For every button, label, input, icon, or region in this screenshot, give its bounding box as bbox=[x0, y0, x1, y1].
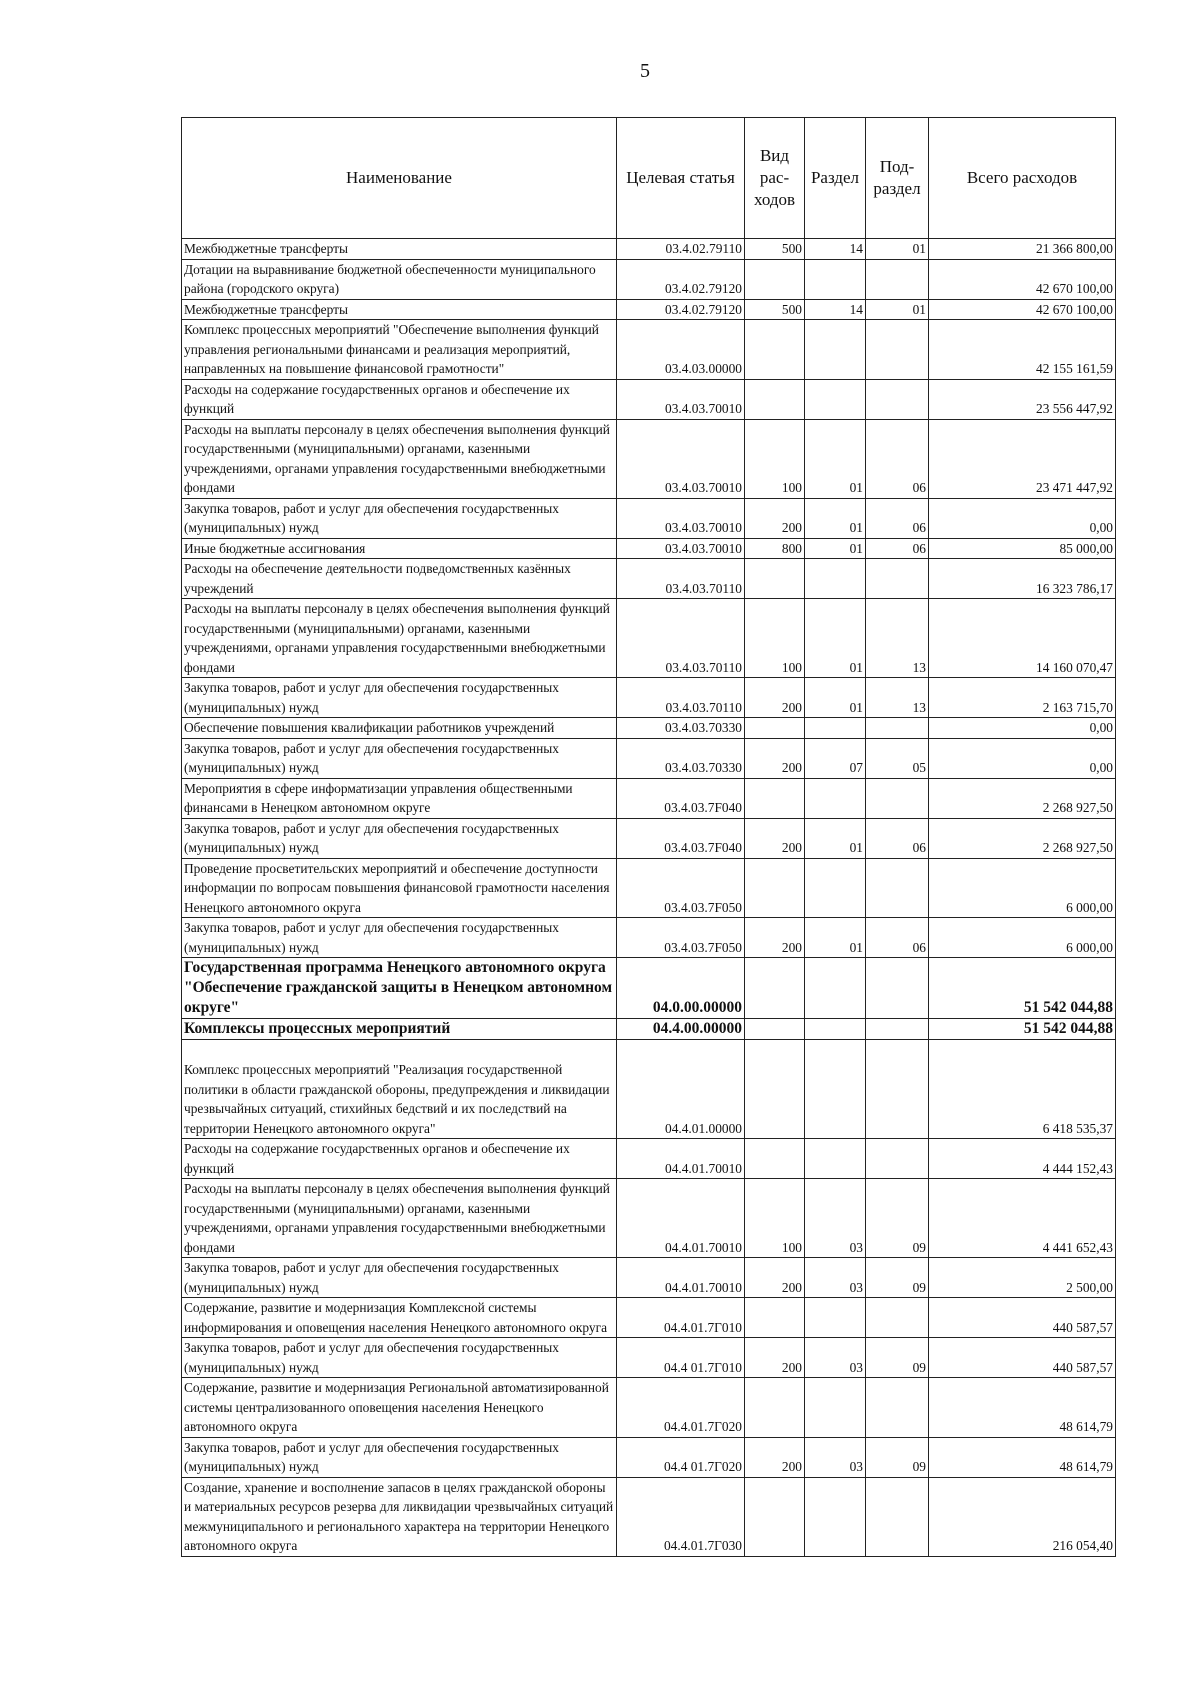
cell-name: Обеспечение повышения квалификации работников учреждений bbox=[182, 718, 617, 739]
cell-target-article: 04.4.01.70010 bbox=[617, 1139, 745, 1179]
table-row bbox=[182, 559, 1116, 599]
cell-section bbox=[805, 718, 866, 739]
cell-section bbox=[805, 778, 866, 818]
cell-total: 51 542 044,88 bbox=[929, 958, 1116, 1019]
cell-name: Межбюджетные трансферты bbox=[182, 239, 617, 260]
cell-section bbox=[805, 958, 866, 1019]
cell-subsection: 06 bbox=[866, 818, 929, 858]
table-row bbox=[182, 1477, 1116, 1556]
cell-subsection: 06 bbox=[866, 918, 929, 958]
cell-target-article: 03.4.02.79120 bbox=[617, 259, 745, 299]
cell-total: 48 614,79 bbox=[929, 1437, 1116, 1477]
table-row bbox=[182, 538, 1116, 559]
cell-total: 48 614,79 bbox=[929, 1378, 1116, 1438]
table-row bbox=[182, 419, 1116, 498]
header-expense-type: Вид рас- ходов bbox=[745, 118, 805, 239]
cell-expense-type bbox=[745, 559, 805, 599]
cell-target-article: 03.4.03.70110 bbox=[617, 559, 745, 599]
cell-name: Проведение просветительских мероприятий и обеспечение доступности информации по вопросам повышения финансовой грамотности населения Ненецкого автономного округа bbox=[182, 858, 617, 918]
table-row bbox=[182, 1437, 1116, 1477]
cell-section: 14 bbox=[805, 299, 866, 320]
cell-target-article: 03.4.03.70010 bbox=[617, 379, 745, 419]
cell-name: Дотации на выравнивание бюджетной обеспеченности муниципального района (городского округа) bbox=[182, 259, 617, 299]
cell-name: Расходы на выплаты персоналу в целях обеспечения выполнения функций государственными (муниципальными) органами, казенными учреждениями, органами управления государственными внебюджетными фондами bbox=[182, 599, 617, 678]
cell-section: 14 bbox=[805, 239, 866, 260]
table-row bbox=[182, 718, 1116, 739]
cell-section: 03 bbox=[805, 1338, 866, 1378]
cell-total: 2 163 715,70 bbox=[929, 678, 1116, 718]
table-row bbox=[182, 858, 1116, 918]
cell-expense-type: 100 bbox=[745, 419, 805, 498]
table-row bbox=[182, 818, 1116, 858]
cell-expense-type: 500 bbox=[745, 299, 805, 320]
cell-total: 0,00 bbox=[929, 738, 1116, 778]
cell-target-article: 03.4.03.7F050 bbox=[617, 858, 745, 918]
cell-total: 16 323 786,17 bbox=[929, 559, 1116, 599]
cell-subsection: 09 bbox=[866, 1258, 929, 1298]
cell-subsection bbox=[866, 379, 929, 419]
cell-subsection: 09 bbox=[866, 1179, 929, 1258]
cell-section: 07 bbox=[805, 738, 866, 778]
cell-name: Расходы на выплаты персоналу в целях обеспечения выполнения функций государственными (муниципальными) органами, казенными учреждениями, органами управления государственными внебюджетными фондами bbox=[182, 1179, 617, 1258]
table-row bbox=[182, 259, 1116, 299]
table-row bbox=[182, 1040, 1116, 1139]
cell-target-article: 04.4.01.70010 bbox=[617, 1179, 745, 1258]
cell-name: Расходы на обеспечение деятельности подведомственных казённых учреждений bbox=[182, 559, 617, 599]
cell-total: 2 268 927,50 bbox=[929, 818, 1116, 858]
cell-target-article: 04.4.01.00000 bbox=[617, 1040, 745, 1139]
table-header-row bbox=[182, 118, 1116, 239]
table-row bbox=[182, 1378, 1116, 1438]
table-row bbox=[182, 1258, 1116, 1298]
table-row bbox=[182, 498, 1116, 538]
cell-expense-type: 200 bbox=[745, 818, 805, 858]
cell-total: 0,00 bbox=[929, 718, 1116, 739]
cell-total: 42 670 100,00 bbox=[929, 299, 1116, 320]
cell-target-article: 04.0.00.00000 bbox=[617, 958, 745, 1019]
cell-expense-type bbox=[745, 1040, 805, 1139]
cell-section bbox=[805, 259, 866, 299]
cell-target-article: 04.4 01.7Г020 bbox=[617, 1437, 745, 1477]
cell-total: 21 366 800,00 bbox=[929, 239, 1116, 260]
cell-subsection: 09 bbox=[866, 1437, 929, 1477]
cell-expense-type bbox=[745, 1477, 805, 1556]
cell-subsection bbox=[866, 858, 929, 918]
cell-expense-type bbox=[745, 1139, 805, 1179]
cell-name: Закупка товаров, работ и услуг для обеспечения государственных (муниципальных) нужд bbox=[182, 498, 617, 538]
cell-total: 0,00 bbox=[929, 498, 1116, 538]
cell-name: Расходы на содержание государственных органов и обеспечение их функций bbox=[182, 379, 617, 419]
cell-expense-type: 200 bbox=[745, 1258, 805, 1298]
table-row bbox=[182, 1298, 1116, 1338]
cell-target-article: 03.4.02.79120 bbox=[617, 299, 745, 320]
cell-name: Расходы на выплаты персоналу в целях обеспечения выполнения функций государственными (муниципальными) органами, казенными учреждениями, органами управления государственными внебюджетными фондами bbox=[182, 419, 617, 498]
cell-name: Закупка товаров, работ и услуг для обеспечения государственных (муниципальных) нужд bbox=[182, 678, 617, 718]
cell-target-article: 03.4.03.70010 bbox=[617, 419, 745, 498]
cell-section: 01 bbox=[805, 599, 866, 678]
cell-subsection: 01 bbox=[866, 299, 929, 320]
cell-target-article: 04.4.01.7Г020 bbox=[617, 1378, 745, 1438]
cell-subsection bbox=[866, 958, 929, 1019]
table-row bbox=[182, 1338, 1116, 1378]
cell-target-article: 04.4.01.7Г010 bbox=[617, 1298, 745, 1338]
cell-name: Комплекс процессных мероприятий "Реализация государственной политики в области гражданской обороны, предупреждения и ликвидации чрезвычайных ситуаций, стихийных бедствий и их последствий на территории Ненецкого автономного округа" bbox=[182, 1040, 617, 1139]
cell-section bbox=[805, 1040, 866, 1139]
cell-expense-type: 200 bbox=[745, 678, 805, 718]
table-body bbox=[182, 239, 1116, 1557]
cell-subsection: 13 bbox=[866, 678, 929, 718]
cell-expense-type bbox=[745, 1298, 805, 1338]
cell-total: 216 054,40 bbox=[929, 1477, 1116, 1556]
cell-name: Комплексы процессных мероприятий bbox=[182, 1019, 617, 1040]
header-name: Наименование bbox=[182, 118, 617, 239]
cell-subsection bbox=[866, 778, 929, 818]
cell-name: Закупка товаров, работ и услуг для обеспечения государственных (муниципальных) нужд bbox=[182, 1338, 617, 1378]
page-number: 5 bbox=[640, 60, 650, 82]
table-row bbox=[182, 1179, 1116, 1258]
cell-subsection: 09 bbox=[866, 1338, 929, 1378]
cell-target-article: 03.4.03.70330 bbox=[617, 738, 745, 778]
cell-expense-type bbox=[745, 379, 805, 419]
cell-target-article: 03.4.03.7F050 bbox=[617, 918, 745, 958]
table-row bbox=[182, 320, 1116, 380]
cell-target-article: 03.4.03.7F040 bbox=[617, 778, 745, 818]
table-row bbox=[182, 778, 1116, 818]
cell-expense-type: 200 bbox=[745, 1437, 805, 1477]
cell-total: 2 500,00 bbox=[929, 1258, 1116, 1298]
cell-target-article: 03.4.03.00000 bbox=[617, 320, 745, 380]
table-row bbox=[182, 239, 1116, 260]
cell-section bbox=[805, 1139, 866, 1179]
cell-name: Закупка товаров, работ и услуг для обеспечения государственных (муниципальных) нужд bbox=[182, 738, 617, 778]
cell-name: Содержание, развитие и модернизация Комплексной системы информирования и оповещения населения Ненецкого автономного округа bbox=[182, 1298, 617, 1338]
cell-name: Расходы на содержание государственных органов и обеспечение их функций bbox=[182, 1139, 617, 1179]
cell-target-article: 04.4.01.70010 bbox=[617, 1258, 745, 1298]
cell-section: 01 bbox=[805, 818, 866, 858]
cell-total: 42 670 100,00 bbox=[929, 259, 1116, 299]
cell-section bbox=[805, 1477, 866, 1556]
cell-target-article: 04.4.01.7Г030 bbox=[617, 1477, 745, 1556]
cell-total: 42 155 161,59 bbox=[929, 320, 1116, 380]
budget-table bbox=[181, 117, 1116, 1557]
cell-expense-type: 200 bbox=[745, 1338, 805, 1378]
cell-target-article: 03.4.03.70010 bbox=[617, 538, 745, 559]
cell-subsection: 06 bbox=[866, 419, 929, 498]
cell-subsection bbox=[866, 718, 929, 739]
cell-section: 01 bbox=[805, 498, 866, 538]
cell-section bbox=[805, 559, 866, 599]
header-subsection: Под- раздел bbox=[866, 118, 929, 239]
cell-subsection bbox=[866, 1019, 929, 1040]
cell-total: 85 000,00 bbox=[929, 538, 1116, 559]
cell-target-article: 03.4.03.7F040 bbox=[617, 818, 745, 858]
cell-subsection: 05 bbox=[866, 738, 929, 778]
table-row bbox=[182, 918, 1116, 958]
cell-expense-type: 100 bbox=[745, 1179, 805, 1258]
cell-section: 03 bbox=[805, 1179, 866, 1258]
cell-expense-type: 200 bbox=[745, 498, 805, 538]
cell-target-article: 03.4.02.79110 bbox=[617, 239, 745, 260]
cell-subsection bbox=[866, 559, 929, 599]
header-total: Всего расходов bbox=[929, 118, 1116, 239]
cell-total: 51 542 044,88 bbox=[929, 1019, 1116, 1040]
cell-expense-type: 500 bbox=[745, 239, 805, 260]
cell-total: 6 000,00 bbox=[929, 918, 1116, 958]
table-row bbox=[182, 299, 1116, 320]
cell-target-article: 04.4 01.7Г010 bbox=[617, 1338, 745, 1378]
cell-total: 23 471 447,92 bbox=[929, 419, 1116, 498]
cell-expense-type bbox=[745, 1019, 805, 1040]
cell-name: Закупка товаров, работ и услуг для обеспечения государственных (муниципальных) нужд bbox=[182, 918, 617, 958]
cell-total: 23 556 447,92 bbox=[929, 379, 1116, 419]
table-row bbox=[182, 599, 1116, 678]
cell-expense-type bbox=[745, 718, 805, 739]
cell-section bbox=[805, 320, 866, 380]
cell-expense-type bbox=[745, 858, 805, 918]
table-row bbox=[182, 1139, 1116, 1179]
cell-total: 440 587,57 bbox=[929, 1298, 1116, 1338]
table-row bbox=[182, 1019, 1116, 1040]
cell-name: Закупка товаров, работ и услуг для обеспечения государственных (муниципальных) нужд bbox=[182, 1437, 617, 1477]
table-row bbox=[182, 738, 1116, 778]
cell-subsection bbox=[866, 1298, 929, 1338]
cell-expense-type: 800 bbox=[745, 538, 805, 559]
cell-expense-type: 200 bbox=[745, 918, 805, 958]
cell-total: 6 418 535,37 bbox=[929, 1040, 1116, 1139]
cell-expense-type bbox=[745, 1378, 805, 1438]
cell-section bbox=[805, 379, 866, 419]
cell-total: 440 587,57 bbox=[929, 1338, 1116, 1378]
cell-expense-type bbox=[745, 259, 805, 299]
cell-subsection bbox=[866, 1139, 929, 1179]
cell-subsection: 13 bbox=[866, 599, 929, 678]
cell-target-article: 04.4.00.00000 bbox=[617, 1019, 745, 1040]
cell-subsection: 06 bbox=[866, 538, 929, 559]
cell-section bbox=[805, 1019, 866, 1040]
cell-name: Создание, хранение и восполнение запасов в целях гражданской обороны и материальных ресурсов резерва для ликвидации чрезвычайных ситуаций межмуниципального и регионального характера на территории Ненецкого автономного округа bbox=[182, 1477, 617, 1556]
cell-total: 6 000,00 bbox=[929, 858, 1116, 918]
cell-subsection bbox=[866, 320, 929, 380]
cell-subsection: 01 bbox=[866, 239, 929, 260]
table-row bbox=[182, 678, 1116, 718]
cell-section bbox=[805, 858, 866, 918]
cell-expense-type bbox=[745, 958, 805, 1019]
header-target-article: Целевая статья bbox=[617, 118, 745, 239]
cell-name: Закупка товаров, работ и услуг для обеспечения государственных (муниципальных) нужд bbox=[182, 1258, 617, 1298]
cell-subsection bbox=[866, 1477, 929, 1556]
cell-section: 01 bbox=[805, 419, 866, 498]
cell-expense-type: 100 bbox=[745, 599, 805, 678]
cell-section: 01 bbox=[805, 678, 866, 718]
table-row bbox=[182, 379, 1116, 419]
cell-total: 4 441 652,43 bbox=[929, 1179, 1116, 1258]
cell-name: Закупка товаров, работ и услуг для обеспечения государственных (муниципальных) нужд bbox=[182, 818, 617, 858]
cell-target-article: 03.4.03.70010 bbox=[617, 498, 745, 538]
cell-target-article: 03.4.03.70110 bbox=[617, 678, 745, 718]
cell-subsection: 06 bbox=[866, 498, 929, 538]
cell-expense-type bbox=[745, 778, 805, 818]
cell-subsection bbox=[866, 259, 929, 299]
cell-name: Иные бюджетные ассигнования bbox=[182, 538, 617, 559]
cell-section bbox=[805, 1378, 866, 1438]
cell-section bbox=[805, 1298, 866, 1338]
cell-name: Содержание, развитие и модернизация Региональной автоматизированной системы централизованного оповещения населения Ненецкого автономного округа bbox=[182, 1378, 617, 1438]
cell-subsection bbox=[866, 1378, 929, 1438]
cell-section: 01 bbox=[805, 538, 866, 559]
table-row bbox=[182, 958, 1116, 1019]
cell-subsection bbox=[866, 1040, 929, 1139]
cell-target-article: 03.4.03.70110 bbox=[617, 599, 745, 678]
cell-total: 4 444 152,43 bbox=[929, 1139, 1116, 1179]
cell-name: Межбюджетные трансферты bbox=[182, 299, 617, 320]
cell-total: 2 268 927,50 bbox=[929, 778, 1116, 818]
cell-section: 01 bbox=[805, 918, 866, 958]
cell-name: Мероприятия в сфере информатизации управления общественными финансами в Ненецком автономном округе bbox=[182, 778, 617, 818]
cell-name: Государственная программа Ненецкого автономного округа "Обеспечение гражданской защиты в Ненецком автономном округе" bbox=[182, 958, 617, 1019]
header-section: Раздел bbox=[805, 118, 866, 239]
cell-target-article: 03.4.03.70330 bbox=[617, 718, 745, 739]
cell-expense-type: 200 bbox=[745, 738, 805, 778]
cell-name: Комплекс процессных мероприятий "Обеспечение выполнения функций управления региональными финансами и реализация мероприятий, направленных на повышение финансовой грамотности" bbox=[182, 320, 617, 380]
cell-expense-type bbox=[745, 320, 805, 380]
cell-total: 14 160 070,47 bbox=[929, 599, 1116, 678]
cell-section: 03 bbox=[805, 1258, 866, 1298]
cell-section: 03 bbox=[805, 1437, 866, 1477]
